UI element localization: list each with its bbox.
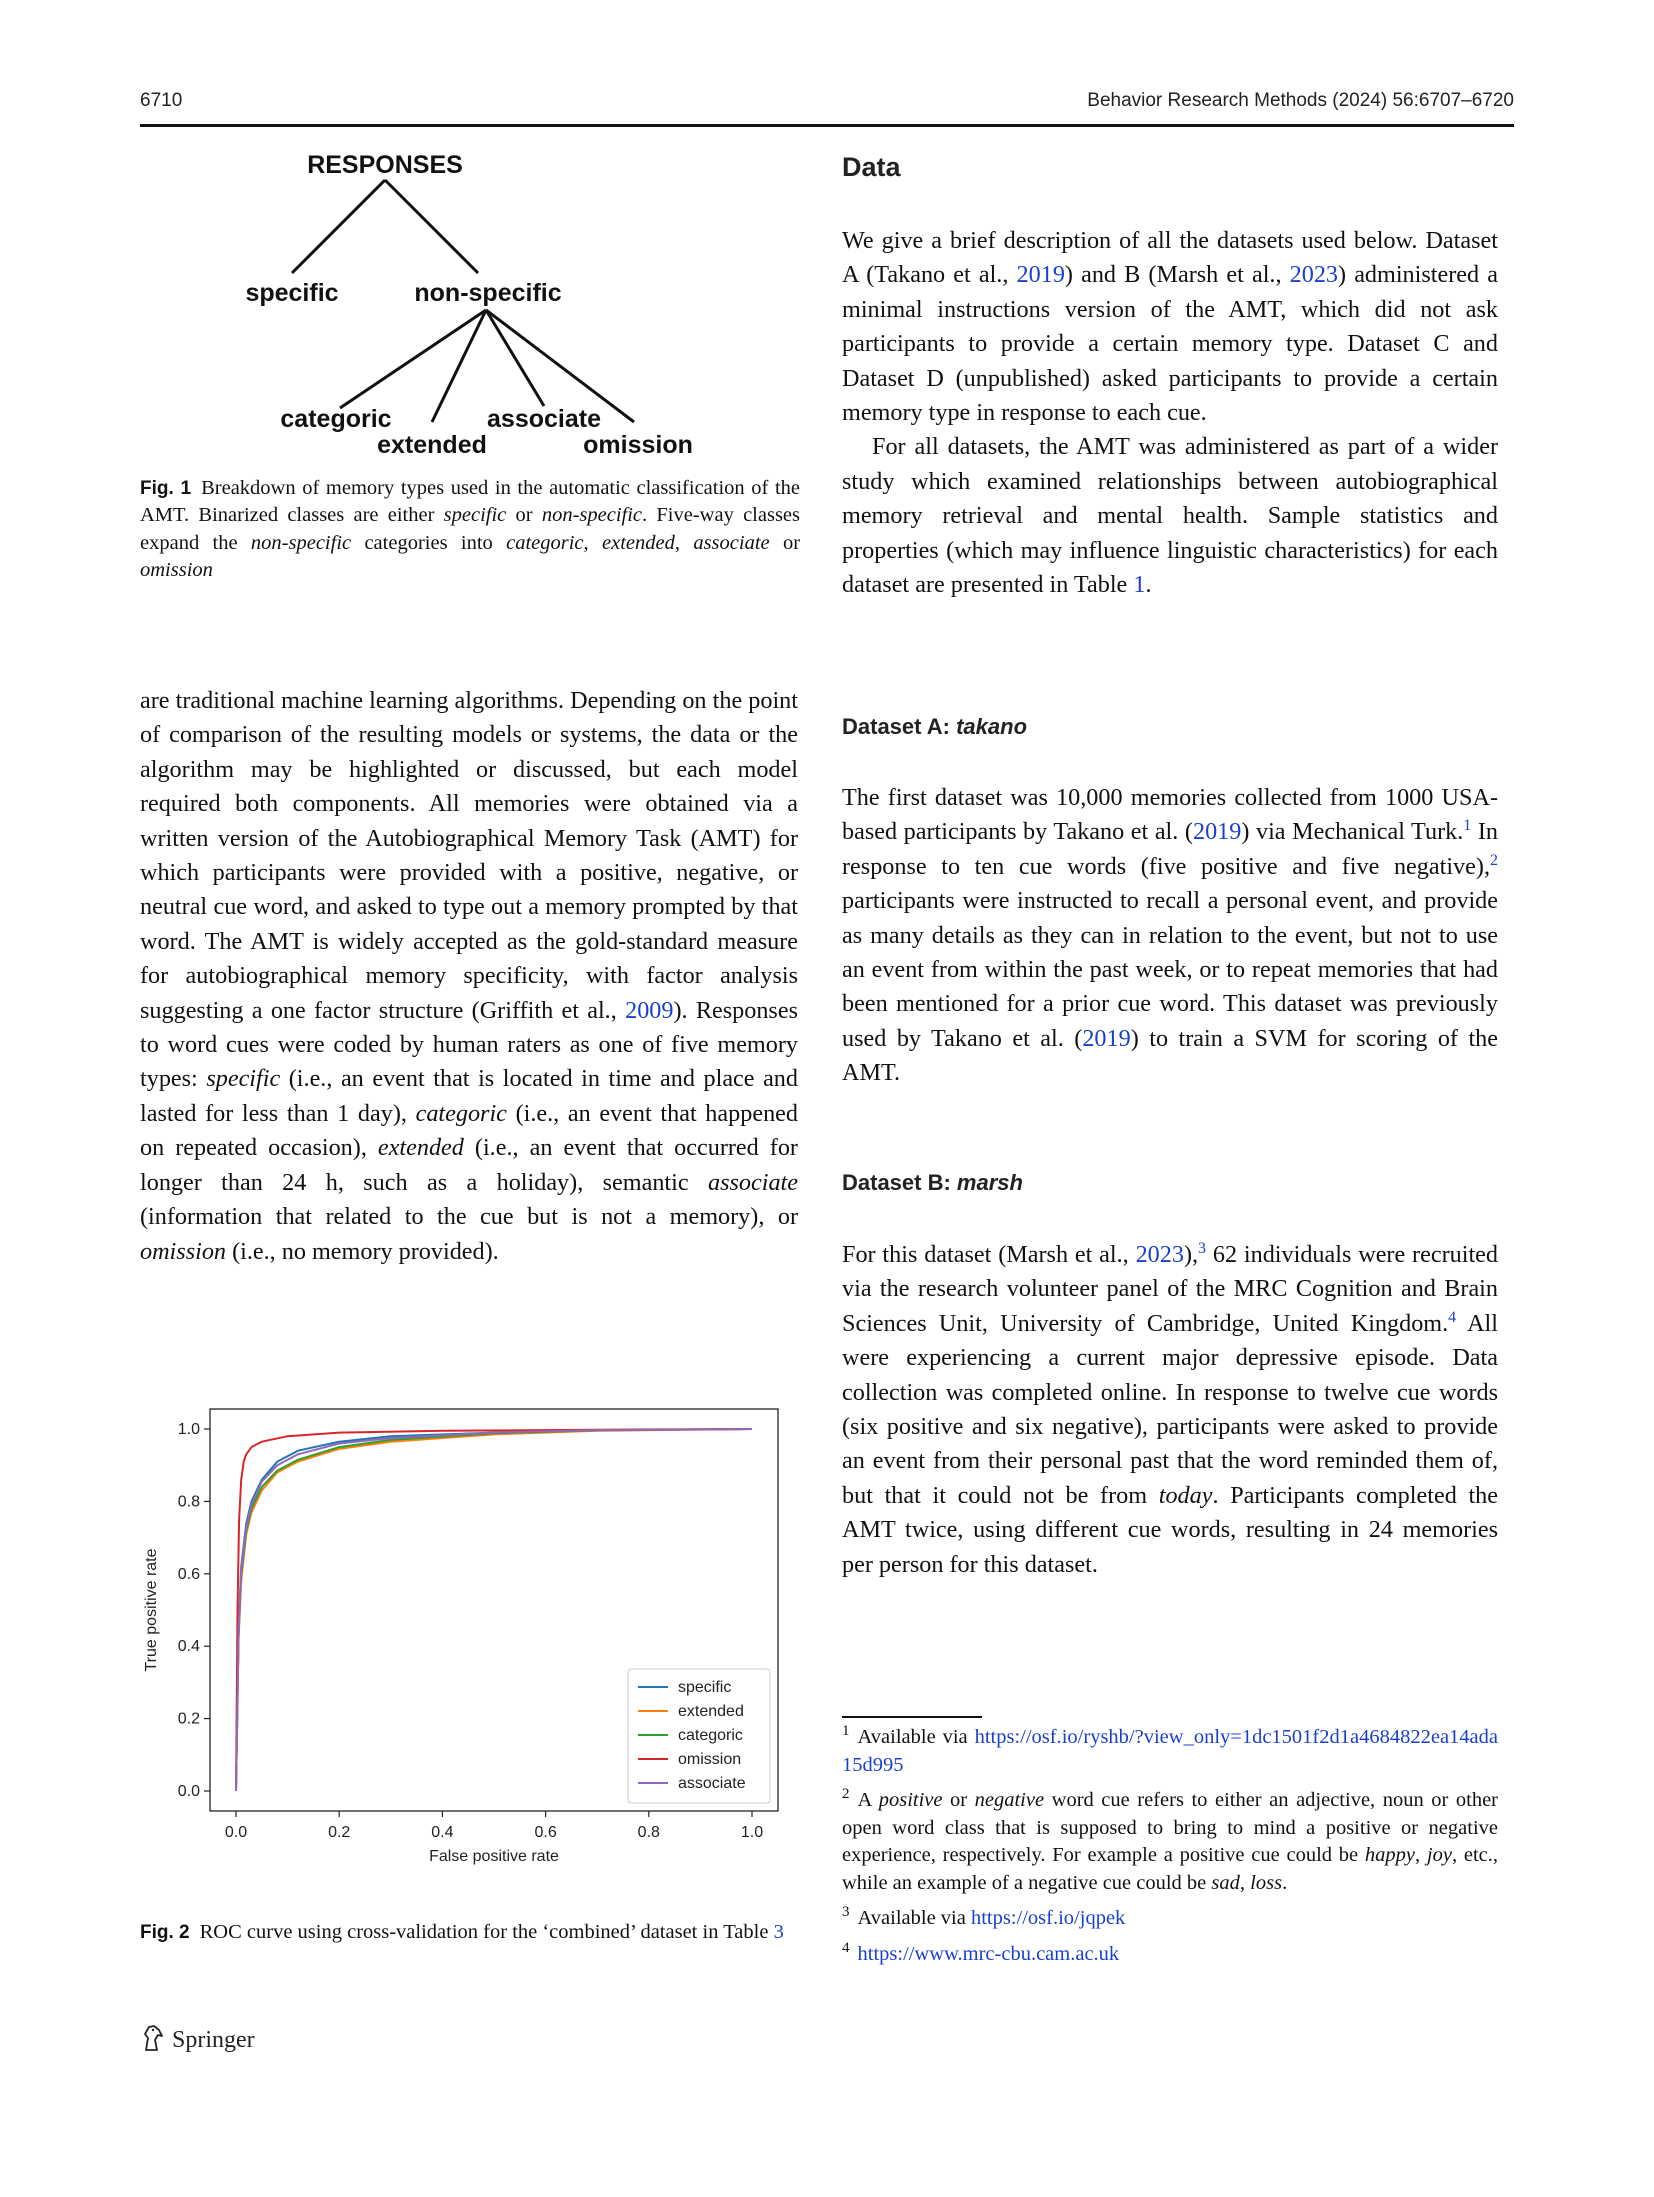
y-tick-label: 0.8	[177, 1493, 200, 1511]
section-title-data: Data	[842, 152, 901, 182]
subsection-title-dataset-b: Dataset B: marsh	[842, 1170, 1023, 1195]
diagram-node-nonspecific: non-specific	[414, 279, 562, 307]
page-number: 6710	[140, 90, 183, 111]
figure-2-roc-chart	[140, 1395, 800, 1895]
legend-label-associate: associate	[678, 1775, 746, 1792]
footnote-rule	[842, 1716, 982, 1718]
legend-label-specific: specific	[678, 1679, 732, 1696]
edge-responses-specific	[292, 180, 385, 273]
springer-horse-icon	[140, 2024, 166, 2052]
footnote-1: $^1$ Available via https://osf.io/ryshb/?view_only=1dc1501f2d1a4684822ea14ada15d995	[842, 1723, 1498, 1776]
diagram-node-extended: extended	[377, 431, 487, 459]
data-section-text	[842, 224, 1498, 602]
footnotes	[842, 1724, 1498, 1976]
table-link[interactable]: 1	[1133, 571, 1146, 599]
publisher-name: Springer	[172, 2027, 255, 2053]
left-body-text	[140, 684, 798, 1269]
paragraph: are traditional machine learning algorithms. Depending on the point of comparison of the resulting models or systems, the data or the algorithm may be highlighted or discussed, but each model required both components. All memories were obtained via a written version of the Autobiographical Memory Task (AMT) for which participants were provided with a positive, negative, or neutral cue word, and asked to type out a memory prompted by that word. The AMT is widely accepted as the gold-standard measure for autobiographical memory specificity, with factor analysis suggesting a one factor structure (Griffith et al., 2009). Responses to word cues were coded by human raters as one of five memory types: specific (i.e., an event that is located in time and place and lasted for less than 1 day), categoric (i.e., an event that happened on repeated occasion), extended (i.e., an event that occurred for longer than 24 h, such as a holiday), semantic associate (information that related to the cue but is not a memory), or omission (i.e., no memory provided).	[140, 687, 798, 1265]
paragraph: For all datasets, the AMT was administered as part of a wider study which examined relationships between autobiographical memory retrieval and mental health. Sample statistics and properties (which may influence linguistic characteristics) for each dataset are presented in Table 1.	[842, 433, 1498, 599]
edge-responses-nonspecific	[385, 180, 478, 273]
citation-link[interactable]: 2019	[1016, 261, 1065, 289]
footnote-4: $^4$ https://www.mrc-cbu.cam.ac.uk	[842, 1939, 1120, 1965]
footnote-3-link[interactable]: https://osf.io/jqpek	[970, 1907, 1126, 1929]
citation-link[interactable]: 2023	[1289, 261, 1339, 289]
caption-label: Fig. 1	[140, 478, 192, 499]
diagram-node-associate: associate	[487, 405, 601, 433]
y-tick-label: 0.6	[177, 1565, 200, 1583]
citation-link[interactable]: 2009	[625, 996, 674, 1024]
citation-link[interactable]: 2023	[1135, 1241, 1184, 1268]
diagram-node-specific: specific	[245, 279, 339, 307]
footnote-ref-4[interactable]: 4	[1448, 1308, 1457, 1326]
x-tick-label: 1.0	[740, 1824, 764, 1841]
paragraph: The first dataset was 10,000 memories collected from 1000 USA-based participants by Takano et al. (2019) via Mechanical Turk.$^1$ In response to ten cue words (five positive and five negative),$^2$ participants were instructed to recall a personal event, and provide as many details as they can in relation to the event, but not to use an event from within the past week, or to repeat memories that had been mentioned for a prior cue word. This dataset was previously used by Takano et al. (2019) to train a SVM for scoring of the AMT.	[842, 784, 1498, 1087]
caption-label: Fig. 2	[140, 1922, 190, 1943]
figure-1-caption: Fig. 1 Breakdown of memory types used in the automatic classification of the AMT. Binarized classes are either specific or non-specific. Five-way classes expand the non-specific categories into categoric, extended, associate or omission	[140, 477, 801, 582]
x-tick-label: 0.0	[224, 1824, 248, 1841]
edge-nonspecific-associate	[486, 310, 544, 406]
edge-nonspecific-categoric	[340, 310, 486, 408]
figure-1-diagram	[140, 140, 800, 470]
figure-2-caption: Fig. 2 ROC curve using cross-validation for the ‘combined’ dataset in Table 3	[140, 1921, 784, 1943]
y-tick-label: 0.2	[177, 1710, 200, 1728]
footnote-3: $^3$ Available via https://osf.io/jqpek	[842, 1904, 1126, 1929]
diagram-node-omission: omission	[583, 431, 693, 459]
legend-label-extended: extended	[678, 1703, 744, 1720]
y-axis-label: True positive rate	[143, 1548, 160, 1672]
footnote-ref-1[interactable]: 1	[1463, 817, 1472, 835]
x-tick-label: 0.2	[328, 1824, 351, 1841]
citation-link[interactable]: 2019	[1192, 818, 1242, 846]
y-tick-label: 1.0	[177, 1421, 200, 1438]
footnote-ref-3[interactable]: 3	[1198, 1239, 1207, 1257]
footnote-2: $^2$ A positive or negative word cue refers to either an adjective, noun or other open word class that is supposed to bring to mind a positive or negative experience, respectively. For example a positive cue could be happy, joy, etc., while an example of a negative cue could be sad, loss.	[842, 1786, 1499, 1894]
journal-reference: Behavior Research Methods (2024) 56:6707–6720	[1087, 90, 1514, 111]
x-axis-label: False positive rate	[429, 1848, 559, 1865]
publisher-footer	[140, 2024, 255, 2054]
diagram-node-root: RESPONSES	[307, 151, 463, 179]
paragraph: We give a brief description of all the datasets used below. Dataset A (Takano et al., 2019) and B (Marsh et al., 2023) administered a minimal instructions version of the AMT, which did not ask participants to provide a certain memory type. Dataset C and Dataset D (unpublished) asked participants to provide a certain memory type in response to each cue.	[842, 227, 1498, 427]
dataset-a-text	[842, 781, 1498, 1091]
table-link[interactable]: 3	[773, 1921, 784, 1943]
citation-link[interactable]: 2019	[1082, 1024, 1131, 1052]
legend-label-categoric: categoric	[678, 1727, 743, 1744]
footnote-ref-2[interactable]: 2	[1490, 851, 1498, 869]
x-tick-label: 0.8	[637, 1824, 660, 1841]
x-tick-label: 0.6	[534, 1824, 557, 1841]
y-tick-label: 0.4	[177, 1638, 200, 1656]
subsection-title-dataset-a: Dataset A: takano	[842, 714, 1028, 739]
footnote-1-link[interactable]: https://osf.io/ryshb/?view_only=1dc1501f2d1a4684822ea14ada15d995	[842, 1726, 1498, 1776]
x-tick-label: 0.4	[431, 1824, 454, 1841]
legend-label-omission: omission	[678, 1751, 742, 1768]
footnote-4-link[interactable]: https://www.mrc-cbu.cam.ac.uk	[857, 1942, 1120, 1965]
header-rule	[140, 124, 1514, 127]
diagram-node-categoric: categoric	[280, 405, 392, 433]
dataset-b-text	[842, 1238, 1498, 1582]
page-header	[140, 86, 1514, 126]
y-tick-label: 0.0	[177, 1783, 200, 1800]
paragraph: For this dataset (Marsh et al., 2023),$^3$ 62 individuals were recruited via the research volunteer panel of the MRC Cognition and Brain Sciences Unit, University of Cambridge, United Kingdom.$^4$ All were experiencing a current major depressive episode. Data collection was completed online. In response to twelve cue words (six positive and six negative), participants were asked to provide an event from their personal past that the word reminded them of, but that it could not be from today. Participants completed the AMT twice, using different cue words, resulting in 24 memories per person for this dataset.	[842, 1239, 1498, 1578]
